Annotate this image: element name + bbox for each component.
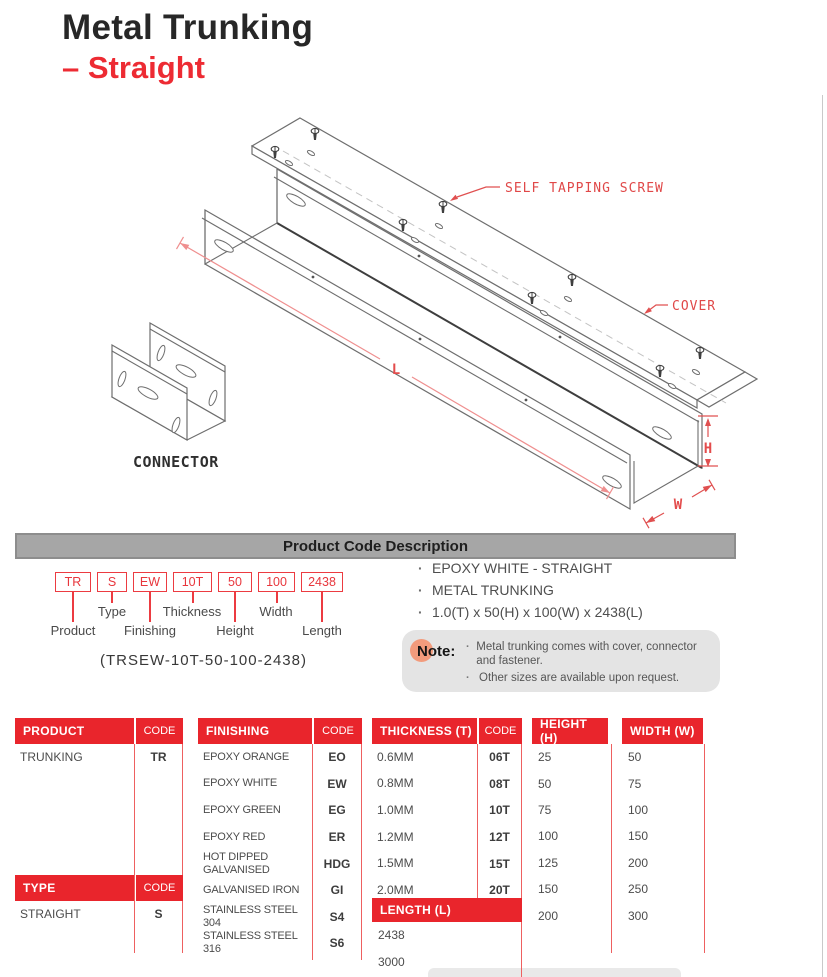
cell-code: EG	[328, 803, 346, 818]
table-row	[198, 797, 362, 824]
thickness-length-table	[372, 718, 522, 977]
bullet-dot-icon: ·	[418, 604, 423, 620]
note-item-text: Other sizes are available upon request.	[479, 672, 680, 684]
width-table-header	[622, 718, 705, 744]
table-row: 125	[538, 855, 559, 870]
width-dim-label: W	[673, 497, 683, 513]
table-divider	[611, 744, 612, 953]
table-row: 100	[538, 829, 559, 844]
cell-code: S	[154, 907, 163, 922]
cell-name: 1.2MM	[377, 829, 414, 844]
note-item	[466, 672, 706, 686]
code-box-length: 2438	[301, 572, 343, 592]
table-row: 200	[628, 855, 649, 870]
dimension-width	[643, 480, 715, 528]
note-items	[466, 641, 706, 690]
code-label-product: Product	[50, 623, 96, 638]
cell-code: S6	[329, 936, 345, 951]
finishing-table	[198, 718, 362, 960]
bullet-text: 1.0(T) x 50(H) x 100(W) x 2438(L)	[432, 604, 643, 620]
cell-name: 1.0MM	[377, 802, 414, 817]
cell-code: EO	[328, 750, 346, 765]
code-label-type: Type	[97, 604, 127, 619]
thickness-header-code: CODE	[479, 718, 522, 744]
height-table-header	[532, 718, 612, 744]
table-row: 200	[538, 908, 559, 923]
table-row: 150	[538, 882, 559, 897]
table-row	[198, 850, 362, 877]
table-row: 50	[628, 750, 642, 765]
code-connector-line	[72, 592, 74, 622]
bullet-text: METAL TRUNKING	[432, 582, 554, 598]
bullet-dot-icon: ·	[466, 641, 470, 653]
height-header-label: HEIGHT (H)	[532, 718, 608, 744]
table-divider	[477, 744, 478, 898]
code-box-width: 100	[258, 572, 295, 592]
finishing-rows	[198, 744, 362, 957]
height-rows	[532, 744, 612, 929]
description-bullets	[418, 560, 643, 626]
example-product-code: (TRSEW-10T-50-100-2438)	[100, 652, 307, 669]
table-row: 2438	[378, 928, 405, 943]
note-item-text: Metal trunking comes with cover, connector and fastener.	[476, 641, 697, 667]
product-rows	[15, 744, 183, 771]
type-header-code: CODE	[136, 875, 183, 901]
cell-name: 0.6MM	[377, 749, 414, 764]
cell-code: EW	[327, 776, 347, 791]
table-divider	[134, 744, 135, 953]
cell-name: 1.5MM	[377, 856, 414, 871]
title-block	[62, 8, 313, 86]
table-row: 250	[628, 882, 649, 897]
finishing-table-header	[198, 718, 362, 744]
product-type-table	[15, 718, 183, 953]
table-row	[198, 771, 362, 798]
table-row: 75	[628, 776, 642, 791]
cell-code: S4	[329, 909, 345, 924]
type-table-header	[15, 875, 183, 901]
length-rows	[372, 922, 522, 975]
code-box-finishing: EW	[133, 572, 167, 592]
code-label-width: Width	[259, 604, 293, 619]
description-bullet	[418, 582, 643, 598]
code-connector-line	[234, 592, 236, 622]
table-row: 100	[628, 802, 649, 817]
table-row	[198, 744, 362, 771]
table-row	[372, 744, 522, 771]
height-table	[532, 718, 612, 953]
self-tapping-screw-callout	[450, 181, 664, 201]
cover-callout	[644, 299, 716, 314]
table-row	[198, 877, 362, 904]
cell-name: 0.8MM	[377, 776, 414, 791]
next-section-peek	[428, 968, 681, 977]
cell-name: EPOXY RED	[203, 830, 266, 843]
page-title: Metal Trunking	[62, 8, 314, 47]
cell-name: EPOXY GREEN	[203, 803, 281, 816]
code-connector-line	[149, 592, 151, 622]
table-row: 300	[628, 908, 649, 923]
code-box-height: 50	[218, 572, 252, 592]
code-connector-line	[276, 592, 278, 603]
thickness-rows	[372, 744, 522, 904]
length-table-header: LENGTH (L)	[372, 898, 522, 922]
table-divider	[521, 744, 522, 977]
page-edge-line	[822, 95, 823, 977]
cell-name: STAINLESS STEEL 316	[203, 930, 298, 956]
code-label-height: Height	[216, 623, 254, 638]
type-header-label: TYPE	[15, 875, 134, 901]
code-box-thickness: 10T	[173, 572, 212, 592]
table-row	[198, 904, 362, 931]
thickness-table-header	[372, 718, 522, 744]
cell-code: 12T	[489, 830, 510, 845]
cell-name: HOT DIPPED GALVANISED	[203, 850, 270, 876]
cell-name: GALVANISED IRON	[203, 883, 300, 896]
table-row	[372, 850, 522, 877]
note-item	[466, 641, 706, 668]
page-subtitle: – Straight	[62, 50, 205, 85]
product-header-label: PRODUCT	[15, 718, 134, 744]
width-rows	[622, 744, 705, 929]
cell-code: TR	[150, 750, 167, 765]
cell-name: STAINLESS STEEL 304	[203, 903, 298, 929]
cell-code: 20T	[489, 883, 510, 898]
cell-name: EPOXY ORANGE	[203, 750, 290, 763]
code-connector-line	[111, 592, 113, 603]
cell-code: 15T	[489, 856, 510, 871]
table-row	[198, 930, 362, 957]
note-label: Note:	[417, 643, 456, 660]
connector-label: CONNECTOR	[133, 453, 219, 471]
cell-code: HDG	[323, 856, 351, 871]
cell-name: STRAIGHT	[20, 906, 81, 921]
bullet-dot-icon: ·	[466, 672, 470, 684]
table-row: 3000	[378, 954, 405, 969]
type-rows	[15, 901, 183, 928]
table-divider	[704, 744, 705, 953]
code-label-finishing: Finishing	[123, 623, 177, 638]
table-row: 150	[628, 829, 649, 844]
bullet-dot-icon: ·	[418, 582, 423, 598]
cover-label: COVER	[672, 299, 717, 314]
bullet-text: EPOXY WHITE - STRAIGHT	[432, 560, 613, 576]
cell-name: EPOXY WHITE	[203, 777, 277, 790]
table-divider	[312, 744, 313, 960]
cover-shape	[252, 118, 757, 408]
code-box-type: S	[97, 572, 127, 592]
table-row: 25	[538, 750, 552, 765]
finishing-header-label: FINISHING	[198, 718, 312, 744]
table-divider	[182, 744, 183, 953]
code-label-thickness: Thickness	[162, 604, 222, 619]
description-bullet	[418, 560, 643, 576]
cell-code: 10T	[489, 803, 510, 818]
code-box-product: TR	[55, 572, 91, 592]
length-dim-label: L	[391, 362, 401, 378]
cell-name: 2.0MM	[377, 882, 414, 897]
table-row	[198, 824, 362, 851]
table-row: 50	[538, 776, 552, 791]
height-dim-label: H	[703, 441, 713, 457]
code-connector-line	[321, 592, 323, 622]
section-header-title: Product Code Description	[282, 537, 469, 555]
table-divider	[361, 744, 362, 960]
width-header-label: WIDTH (W)	[622, 718, 703, 744]
section-header-bar	[15, 533, 736, 559]
table-row	[15, 744, 183, 771]
cell-code: ER	[328, 830, 346, 845]
trunking-diagram	[0, 95, 827, 530]
table-row	[372, 771, 522, 798]
thickness-header-label: THICKNESS (T)	[372, 718, 477, 744]
bullet-dot-icon: ·	[418, 560, 423, 576]
self-tapping-screw-label: SELF TAPPING SCREW	[505, 181, 664, 196]
description-bullet	[418, 604, 643, 620]
connector-shape	[112, 323, 225, 471]
code-connector-line	[192, 592, 194, 603]
table-row: 75	[538, 802, 552, 817]
finishing-header-code: CODE	[314, 718, 362, 744]
product-header-code: CODE	[136, 718, 183, 744]
code-label-length: Length	[302, 623, 342, 638]
cell-name: TRUNKING	[20, 749, 83, 764]
table-row	[15, 901, 183, 928]
table-row	[372, 824, 522, 851]
width-table	[622, 718, 705, 953]
cell-code: 08T	[489, 776, 510, 791]
cell-code: 06T	[489, 750, 510, 765]
product-table-header	[15, 718, 183, 744]
table-row	[372, 797, 522, 824]
note-box	[402, 630, 720, 692]
cell-code: GI	[330, 883, 344, 898]
